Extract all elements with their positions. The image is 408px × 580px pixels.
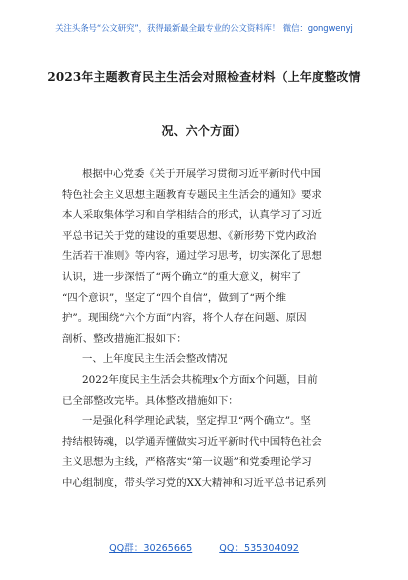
body-line: “四个意识”，坚定了“四个自信”，做到了“两个维 bbox=[62, 291, 286, 304]
body-line: 剖析、整改措施汇报如下： bbox=[62, 332, 187, 345]
qq-contact-link[interactable]: QQ：535304092 bbox=[219, 543, 299, 554]
body-line: 已全部整改完毕。具体整改措施如下： bbox=[62, 394, 239, 407]
body-line: 中心组制度，带头学习党的XX大精神和习近平总书记系列 bbox=[62, 476, 327, 489]
body-line: 平总书记关于党的建设的重要思想、《新形势下党内政治 bbox=[62, 229, 317, 242]
body-line: 持结根铸魂，以学通弄懂做实习近平新时代中国特色社会 bbox=[62, 435, 322, 448]
document-body bbox=[62, 164, 344, 494]
header-note: 关注头条号“公文研究”，获得最新最全最专业的公文资料库！ 微信：gongwenyj bbox=[55, 24, 353, 34]
body-line: 特色社会主义思想主题教育专题民主生活会的通知》要求 bbox=[62, 188, 322, 201]
body-line: 根据中心党委《关于开展学习贯彻习近平新时代中国 bbox=[82, 168, 321, 180]
body-line: 本人采取集体学习和自学相结合的形式，认真学习了习近 bbox=[62, 209, 322, 222]
body-line: 主义思想为主线，严格落实“第一议题”和党委理论学习 bbox=[62, 456, 312, 469]
qq-group-link[interactable]: QQ群：30265665 bbox=[109, 543, 193, 554]
body-line: 2022年度民主生活会共梳理x个方面x个问题，目前 bbox=[82, 373, 318, 386]
document-title-line-2: 况、六个方面） bbox=[161, 124, 247, 138]
body-line: 生活若干准则》等内容，通过学习思考，切实深化了思想 bbox=[62, 250, 322, 263]
body-line: 一是强化科学理论武装，坚定捍卫“两个确立”。坚 bbox=[82, 415, 311, 428]
body-line: 认识，进一步深悟了“两个确立”的重大意义，树牢了 bbox=[62, 270, 302, 283]
document-title-line-1: 2023年主题教育民主生活会对照检查材料（上年度整改情 bbox=[47, 70, 361, 84]
body-line: 护”。现围绕“六个方面”内容，将个人存在问题、原因 bbox=[62, 312, 307, 325]
footer-contacts bbox=[0, 540, 408, 554]
section-heading: 一、上年度民主生活会整改情况 bbox=[82, 353, 228, 366]
